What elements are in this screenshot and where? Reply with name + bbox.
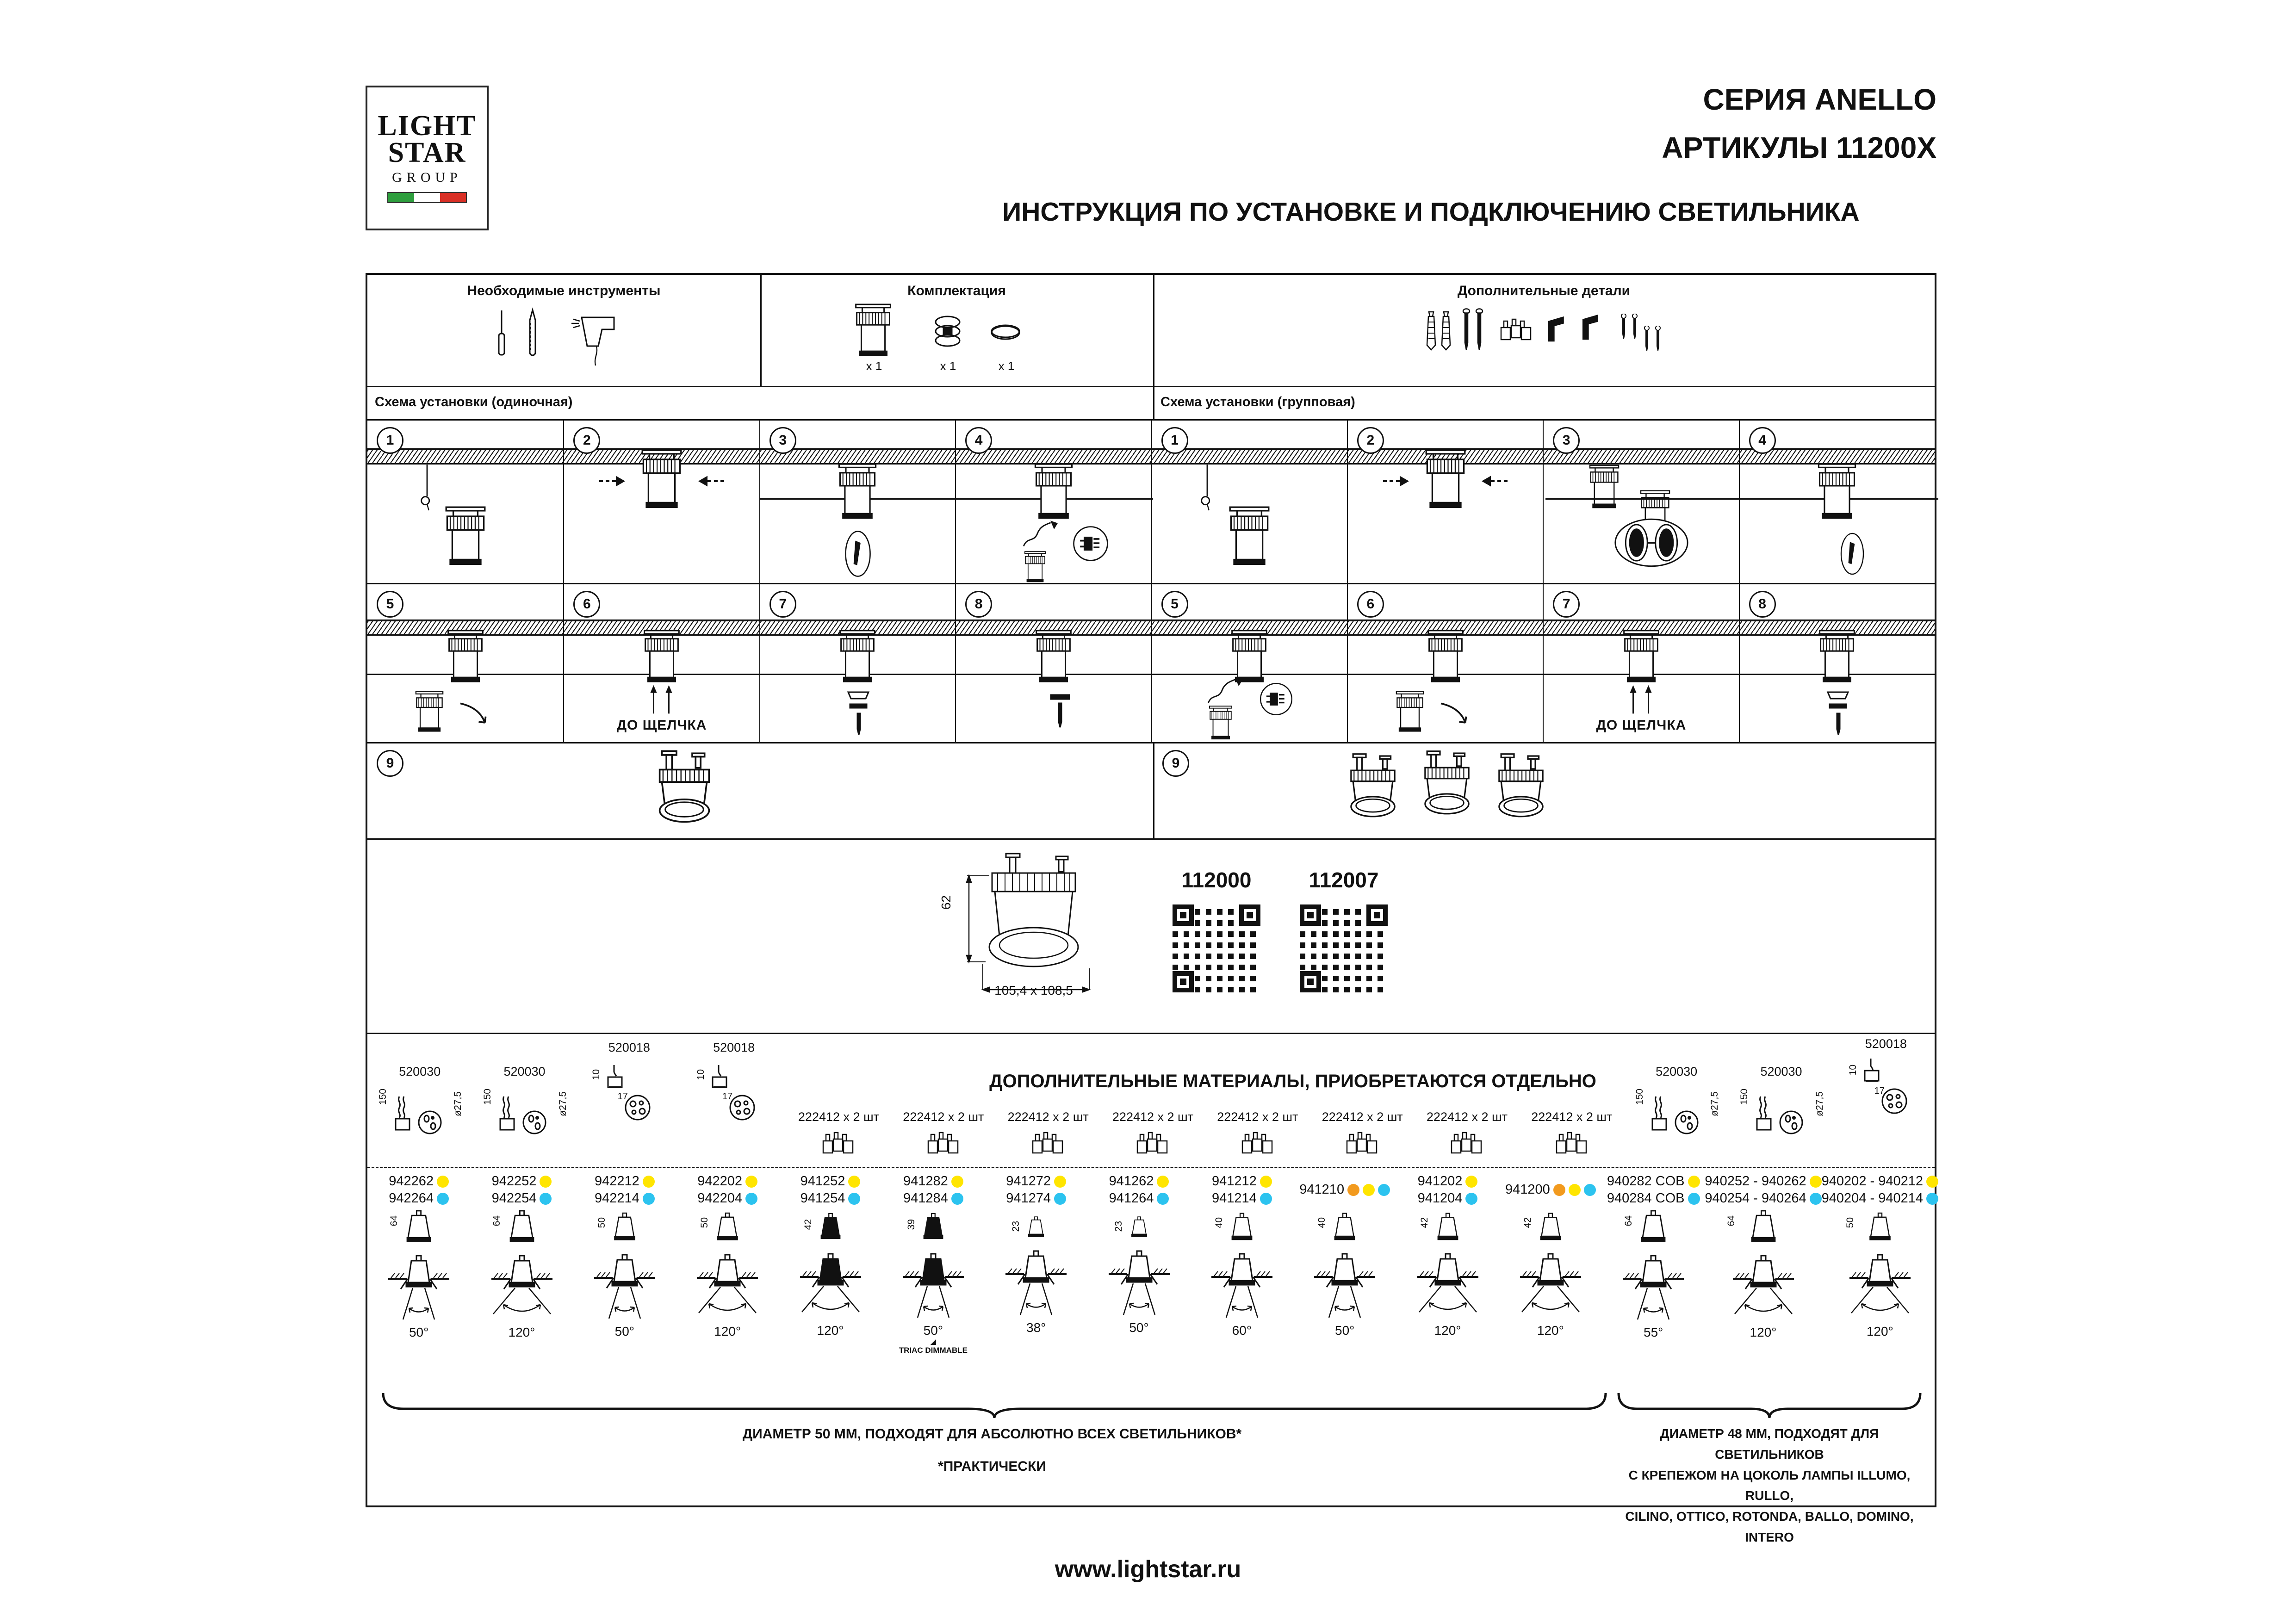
accessory-222412: 222412 x 2 шт — [1310, 1037, 1415, 1166]
lamp-column-14: 940252 - 940262 940254 - 940264 64 120° — [1705, 1173, 1821, 1390]
single-step-4-cell: 4 — [955, 421, 1151, 583]
recessed-lamp-icon — [386, 1250, 451, 1324]
finished-fixture-icon — [645, 750, 724, 834]
ceiling-hatch-band — [367, 619, 1935, 636]
finished-fixture-icon — [1338, 753, 1408, 828]
fixture-icon — [1021, 551, 1049, 583]
false-ceiling-line — [760, 498, 1153, 500]
fixture-icon — [1420, 449, 1471, 510]
lamp-bulb-icon — [1536, 1213, 1565, 1243]
cyan-dot-icon — [1054, 1193, 1066, 1205]
knife-icon — [525, 306, 540, 363]
fixture-icon — [1029, 463, 1078, 521]
finished-fixture-icon — [1486, 753, 1556, 828]
row-steps-1-4 — [367, 419, 1935, 583]
single-step-8-cell: 8 — [955, 584, 1151, 742]
small-screw-icon — [1620, 314, 1627, 340]
group-step-9-cell: 9 — [1153, 743, 1935, 838]
article-code: 112000 — [1181, 868, 1252, 892]
cyan-dot-icon — [1465, 1193, 1477, 1205]
terminal-block-icon — [1496, 317, 1537, 347]
articles-title: АРТИКУЛЫ 11200X — [1662, 131, 1936, 164]
lamp-column-9: 941212 941214 40 60° — [1191, 1173, 1293, 1390]
recessed-lamp-icon — [1415, 1248, 1480, 1322]
recessed-lamp-icon — [1004, 1245, 1068, 1319]
yellow-dot-icon — [1465, 1176, 1477, 1188]
cyan-dot-icon — [643, 1193, 655, 1205]
lamp-column-5: 941252 941254 42 120° — [779, 1173, 881, 1390]
group-step-2-cell: 2 — [1347, 421, 1543, 583]
false-ceiling-line — [367, 674, 1935, 675]
single-step-3-cell: 3 — [759, 421, 955, 583]
mr16-socket-icon — [1753, 1095, 1809, 1139]
push-arrow-icon — [596, 471, 633, 492]
yellow-dot-icon — [1688, 1176, 1700, 1188]
long-screw-icon — [1462, 308, 1471, 353]
fixture-icon — [1205, 706, 1236, 741]
accessory-520030: 520030 150 ø27,5 — [1624, 1037, 1729, 1166]
fixture-icon — [1585, 465, 1623, 510]
terminal-block-icon — [1132, 1131, 1173, 1160]
lamp-bulb-icon — [505, 1210, 539, 1246]
gu10-socket-icon — [602, 1064, 657, 1124]
compatible-lamps-grid — [367, 1173, 1938, 1390]
bracket-icon — [1545, 316, 1575, 345]
fixture-icon — [1392, 691, 1428, 733]
lamp-column-8: 941262 941264 23 50° — [1087, 1173, 1190, 1390]
fixture-icon — [1223, 506, 1275, 567]
row-scheme-titles — [367, 386, 1935, 419]
lamp-column-12: 941200 42 120° — [1499, 1173, 1602, 1390]
mr16-socket-icon — [392, 1095, 447, 1139]
recessed-lamp-icon — [798, 1248, 863, 1322]
lamp-bulb-icon — [1023, 1216, 1049, 1239]
push-arrow-icon — [690, 471, 727, 492]
drill-icon — [566, 307, 640, 367]
push-arrow-icon — [1380, 471, 1417, 492]
lamp-column-2: 942252 942254 64 120° — [470, 1173, 573, 1390]
yellow-dot-icon — [1054, 1176, 1066, 1188]
step-number-badge: 1 — [377, 427, 403, 454]
extras-title: Дополнительные детали — [1457, 283, 1631, 298]
curved-arrow-icon — [1438, 699, 1473, 730]
note-practically: *ПРАКТИЧЕСКИ — [938, 1459, 1046, 1474]
recessed-lamp-icon — [1210, 1248, 1274, 1322]
curved-arrow-icon — [458, 699, 493, 730]
article-code: 112007 — [1309, 868, 1379, 892]
lamp-column-7: 941272 941274 23 38° — [985, 1173, 1087, 1390]
recessed-lamp-icon — [695, 1249, 760, 1323]
group-step-5-cell: 5 — [1151, 584, 1347, 742]
small-screw-icon — [1655, 326, 1661, 352]
single-step-1-cell — [367, 421, 563, 583]
lamp-bulb-icon — [1227, 1213, 1257, 1243]
orange-dot-icon — [1347, 1184, 1359, 1196]
group-step-4-cell: 4 — [1739, 421, 1935, 583]
dimmer-triangle-icon: ◢ — [931, 1338, 936, 1346]
fixture-icon — [1618, 630, 1664, 684]
hook-wire-icon — [418, 465, 436, 513]
scheme-single-title: Схема установки (одиночная) — [375, 395, 573, 409]
fixture-icon — [636, 449, 688, 510]
accessory-222412: 222412 x 2 шт — [996, 1037, 1100, 1166]
height-dim-label: 62 — [939, 895, 953, 910]
lamp-bulb-icon — [1636, 1210, 1670, 1246]
single-step-5-cell: 5 — [367, 584, 563, 742]
group-step-7-cell: 7 ДО ЩЕЛЧКА — [1543, 584, 1738, 742]
accessory-520030: 520030 150 ø27,5 — [472, 1037, 577, 1166]
fixture-icon — [1812, 463, 1862, 521]
yellow-dot-icon — [1260, 1176, 1272, 1188]
recessed-lamp-icon — [901, 1248, 966, 1322]
trim-parts-icon — [1819, 688, 1856, 739]
up-arrows-icon — [1620, 684, 1662, 714]
cyan-dot-icon — [1378, 1184, 1390, 1196]
lamp-bulb-icon — [1865, 1212, 1895, 1244]
accessory-222412: 222412 x 2 шт — [891, 1037, 996, 1166]
kit-count: x 1 — [998, 359, 1015, 373]
lamp-column-4: 942202 942204 50 120° — [676, 1173, 779, 1390]
group-step-8-cell: 8 — [1739, 584, 1935, 742]
plug-connector-icon — [1072, 525, 1110, 563]
lamp-column-11: 941202 941204 42 120° — [1396, 1173, 1499, 1390]
note-diameter-50: ДИАМЕТР 50 ММ, ПОДХОДЯТ ДЛЯ АБСОЛЮТНО ВСЕХ СВЕТИЛЬНИКОВ* — [742, 1426, 1242, 1442]
accessory-520030: 520030 150 ø27,5 — [367, 1037, 472, 1166]
row-additional-materials — [367, 1033, 1935, 1544]
extras-cell — [1153, 275, 1935, 386]
cyan-dot-icon — [1810, 1193, 1822, 1205]
click-label: ДО ЩЕЛЧКА — [616, 718, 707, 733]
accessory-222412: 222412 x 2 шт — [786, 1037, 891, 1166]
left-group-brace — [381, 1391, 1607, 1419]
fixture-icon — [1226, 630, 1272, 684]
recessed-lamp-icon — [1107, 1245, 1172, 1319]
lamp-column-10: 941210 40 50° — [1293, 1173, 1396, 1390]
cyan-dot-icon — [848, 1193, 860, 1205]
finished-fixture-icon — [1412, 750, 1482, 825]
long-screw-icon — [1475, 308, 1483, 353]
cyan-dot-icon — [1260, 1193, 1272, 1205]
dowel-icon — [1441, 310, 1451, 352]
terminal-block-icon — [1551, 1131, 1593, 1160]
lamp-column-13: 940282 COB 940284 COB 64 55° — [1602, 1173, 1705, 1390]
cyan-dot-icon — [951, 1193, 963, 1205]
terminal-block-icon — [1237, 1131, 1278, 1160]
marker-tool-icon — [1839, 532, 1865, 576]
wires-icon — [1021, 520, 1061, 551]
cyan-dot-icon — [1926, 1193, 1938, 1205]
yellow-dot-icon — [1926, 1176, 1938, 1188]
accessory-222412: 222412 x 2 шт — [1205, 1037, 1310, 1166]
fixture-icon — [440, 506, 491, 567]
fixture-icon — [1422, 630, 1469, 684]
qr-code-112000 — [1173, 904, 1260, 992]
yellow-dot-icon — [540, 1176, 552, 1188]
false-ceiling-line — [1545, 498, 1938, 500]
yellow-dot-icon — [1157, 1176, 1169, 1188]
accessory-520018: 520018 10 17 — [682, 1037, 786, 1166]
row-step-9 — [367, 742, 1935, 838]
logo-star: STAR — [388, 136, 466, 168]
trim-parts-icon — [840, 688, 877, 739]
screw-part-icon — [1046, 693, 1074, 733]
group-step-3-cell: 3 — [1543, 421, 1738, 583]
cyan-dot-icon — [1584, 1184, 1596, 1196]
recessed-lamp-icon — [490, 1250, 554, 1324]
bracket-icon — [1580, 314, 1609, 343]
cyan-dot-icon — [437, 1193, 449, 1205]
group-step-6-cell: 6 — [1347, 584, 1543, 742]
main-table — [366, 273, 1936, 1544]
lamp-column-1: 942262 942264 64 50° — [367, 1173, 470, 1390]
accessory-222412: 222412 x 2 шт — [1415, 1037, 1519, 1166]
terminal-block-icon — [818, 1131, 859, 1160]
footprint-dim-label: 105,4 x 108,5 — [994, 983, 1073, 997]
gu10-socket-icon — [1858, 1058, 1914, 1118]
ceiling-hatch-band — [367, 448, 1935, 465]
terminal-block-icon — [923, 1131, 964, 1160]
recessed-lamp-icon — [1731, 1250, 1796, 1324]
lamp-column-15: 940202 - 940212 940204 - 940214 50 120° — [1822, 1173, 1938, 1390]
row-tools-kit — [367, 275, 1935, 386]
row-dimensions-qr — [367, 838, 1935, 1033]
kit-count: x 1 — [866, 359, 882, 373]
terminal-block-icon — [1446, 1131, 1488, 1160]
fixture-icon — [639, 630, 685, 684]
single-step-9-cell: 9 — [367, 743, 1153, 838]
lamp-bulb-icon — [1126, 1216, 1152, 1239]
cyan-dot-icon — [1688, 1193, 1700, 1205]
led-module-icon — [817, 1213, 844, 1242]
lamp-bulb-icon — [1746, 1210, 1781, 1246]
accessory-222412: 222412 x 2 шт — [1520, 1037, 1624, 1166]
materials-title: ДОПОЛНИТЕЛЬНЫЕ МАТЕРИАЛЫ, ПРИОБРЕТАЮТСЯ ОТДЕЛЬНО — [989, 1071, 1596, 1091]
recessed-lamp-icon — [1621, 1250, 1686, 1324]
cyan-dot-icon — [1157, 1193, 1169, 1205]
lightstar-logo — [366, 86, 489, 230]
terminal-block-icon — [1027, 1131, 1069, 1160]
gu10-socket-icon — [706, 1064, 762, 1124]
fixture-icon — [411, 691, 447, 733]
yellow-dot-icon — [848, 1176, 860, 1188]
accessory-222412: 222412 x 2 шт — [1100, 1037, 1205, 1166]
fixture-icon — [833, 463, 882, 521]
fixture-icon — [834, 630, 881, 684]
footer-url: www.lightstar.ru — [1055, 1556, 1241, 1583]
tools-cell — [367, 275, 760, 386]
row-steps-5-8 — [367, 583, 1935, 742]
yellow-dot-icon — [951, 1176, 963, 1188]
lamp-bulb-icon — [713, 1212, 742, 1244]
led-module-icon — [919, 1213, 947, 1242]
lamp-column-6: 941282 941284 39 50° ◢ TRIAC DIMMABLE — [882, 1173, 985, 1390]
fixture-icon — [442, 630, 489, 684]
recessed-lamp-icon — [1848, 1249, 1912, 1323]
up-arrows-icon — [640, 684, 682, 714]
marker-tool-icon — [844, 529, 872, 578]
note-diameter-48: ДИАМЕТР 48 ММ, ПОДХОДЯТ ДЛЯ СВЕТИЛЬНИКОВ С КРЕПЕЖОМ НА ЦОКОЛЬ ЛАМПЫ ILLUMO, RULLO, CILINO, OTTICO, ROTONDA, BALLO, DOMINO, INTERO — [1625, 1426, 1914, 1544]
mr16-socket-icon — [1649, 1095, 1704, 1139]
yellow-dot-icon — [1569, 1184, 1581, 1196]
lamp-column-3: 942212 942214 50 50° — [573, 1173, 676, 1390]
yellow-dot-icon — [745, 1176, 757, 1188]
single-step-2-cell: 2 — [563, 421, 759, 583]
single-step-7-cell: 7 — [759, 584, 955, 742]
yellow-dot-icon — [437, 1176, 449, 1188]
small-screw-icon — [1632, 314, 1638, 340]
logo-light: LIGHT — [378, 110, 477, 142]
qr-code-112007 — [1300, 904, 1388, 992]
yellow-dot-icon — [643, 1176, 655, 1188]
accessory-520030: 520030 150 ø27,5 — [1729, 1037, 1833, 1166]
click-label: ДО ЩЕЛЧКА — [1596, 718, 1687, 733]
dashed-separator — [367, 1167, 1935, 1168]
fixture-icon — [1814, 630, 1860, 684]
lamp-bulb-icon — [1433, 1213, 1463, 1243]
yellow-dot-icon — [1810, 1176, 1822, 1188]
mr16-socket-icon — [496, 1095, 552, 1139]
seal-ring-icon — [987, 321, 1024, 344]
push-arrow-icon — [1473, 471, 1510, 492]
beam-angle: 50° — [409, 1325, 429, 1339]
recessed-lamp-icon — [1312, 1248, 1377, 1322]
series-title: СЕРИЯ ANELLO — [1703, 83, 1936, 116]
single-step-6-cell: 6 ДО ЩЕЛЧКА — [563, 584, 759, 742]
lamp-bulb-icon — [1330, 1213, 1359, 1243]
small-screw-icon — [1644, 326, 1650, 352]
triac-dimmable-note: ◢ TRIAC DIMMABLE — [882, 1338, 985, 1355]
cyan-dot-icon — [745, 1193, 757, 1205]
recessed-lamp-icon — [592, 1249, 657, 1323]
right-group-brace — [1617, 1391, 1922, 1419]
instruction-title: ИНСТРУКЦИЯ ПО УСТАНОВКЕ И ПОДКЛЮЧЕНИЮ СВЕТИЛЬНИКА — [1002, 197, 1860, 227]
yellow-dot-icon — [1363, 1184, 1375, 1196]
orange-dot-icon — [1553, 1184, 1565, 1196]
recessed-lamp-icon — [1518, 1248, 1583, 1322]
lamp-bulb-icon — [610, 1212, 639, 1244]
group-connection-detail-icon — [1613, 515, 1690, 570]
kit-count: x 1 — [940, 359, 956, 373]
lamp-bulb-icon — [402, 1210, 436, 1246]
tools-title: Необходимые инструменты — [467, 283, 661, 298]
hook-wire-icon — [1198, 465, 1216, 513]
terminal-block-icon — [1341, 1131, 1383, 1160]
accessory-520018: 520018 10 17 — [577, 1037, 682, 1166]
dimension-drawing — [937, 853, 1131, 1005]
fixture-icon — [1030, 630, 1077, 684]
kit-cell — [760, 275, 1153, 386]
kit-title: Комплектация — [907, 283, 1006, 298]
spring-rings-icon — [927, 311, 968, 353]
plug-connector-icon — [1259, 681, 1294, 717]
fixture-icon — [848, 304, 898, 358]
dowel-icon — [1426, 310, 1436, 352]
italian-flag-icon — [387, 192, 467, 203]
logo-group: GROUP — [392, 169, 462, 185]
screwdriver-icon — [495, 307, 509, 363]
scheme-group-title: Схема установки (групповая) — [1160, 395, 1355, 409]
cyan-dot-icon — [540, 1193, 552, 1205]
accessory-strip — [367, 1037, 1938, 1166]
group-step-1-cell: 1 — [1151, 421, 1347, 583]
accessory-520018: 520018 10 17 — [1834, 1037, 1938, 1166]
